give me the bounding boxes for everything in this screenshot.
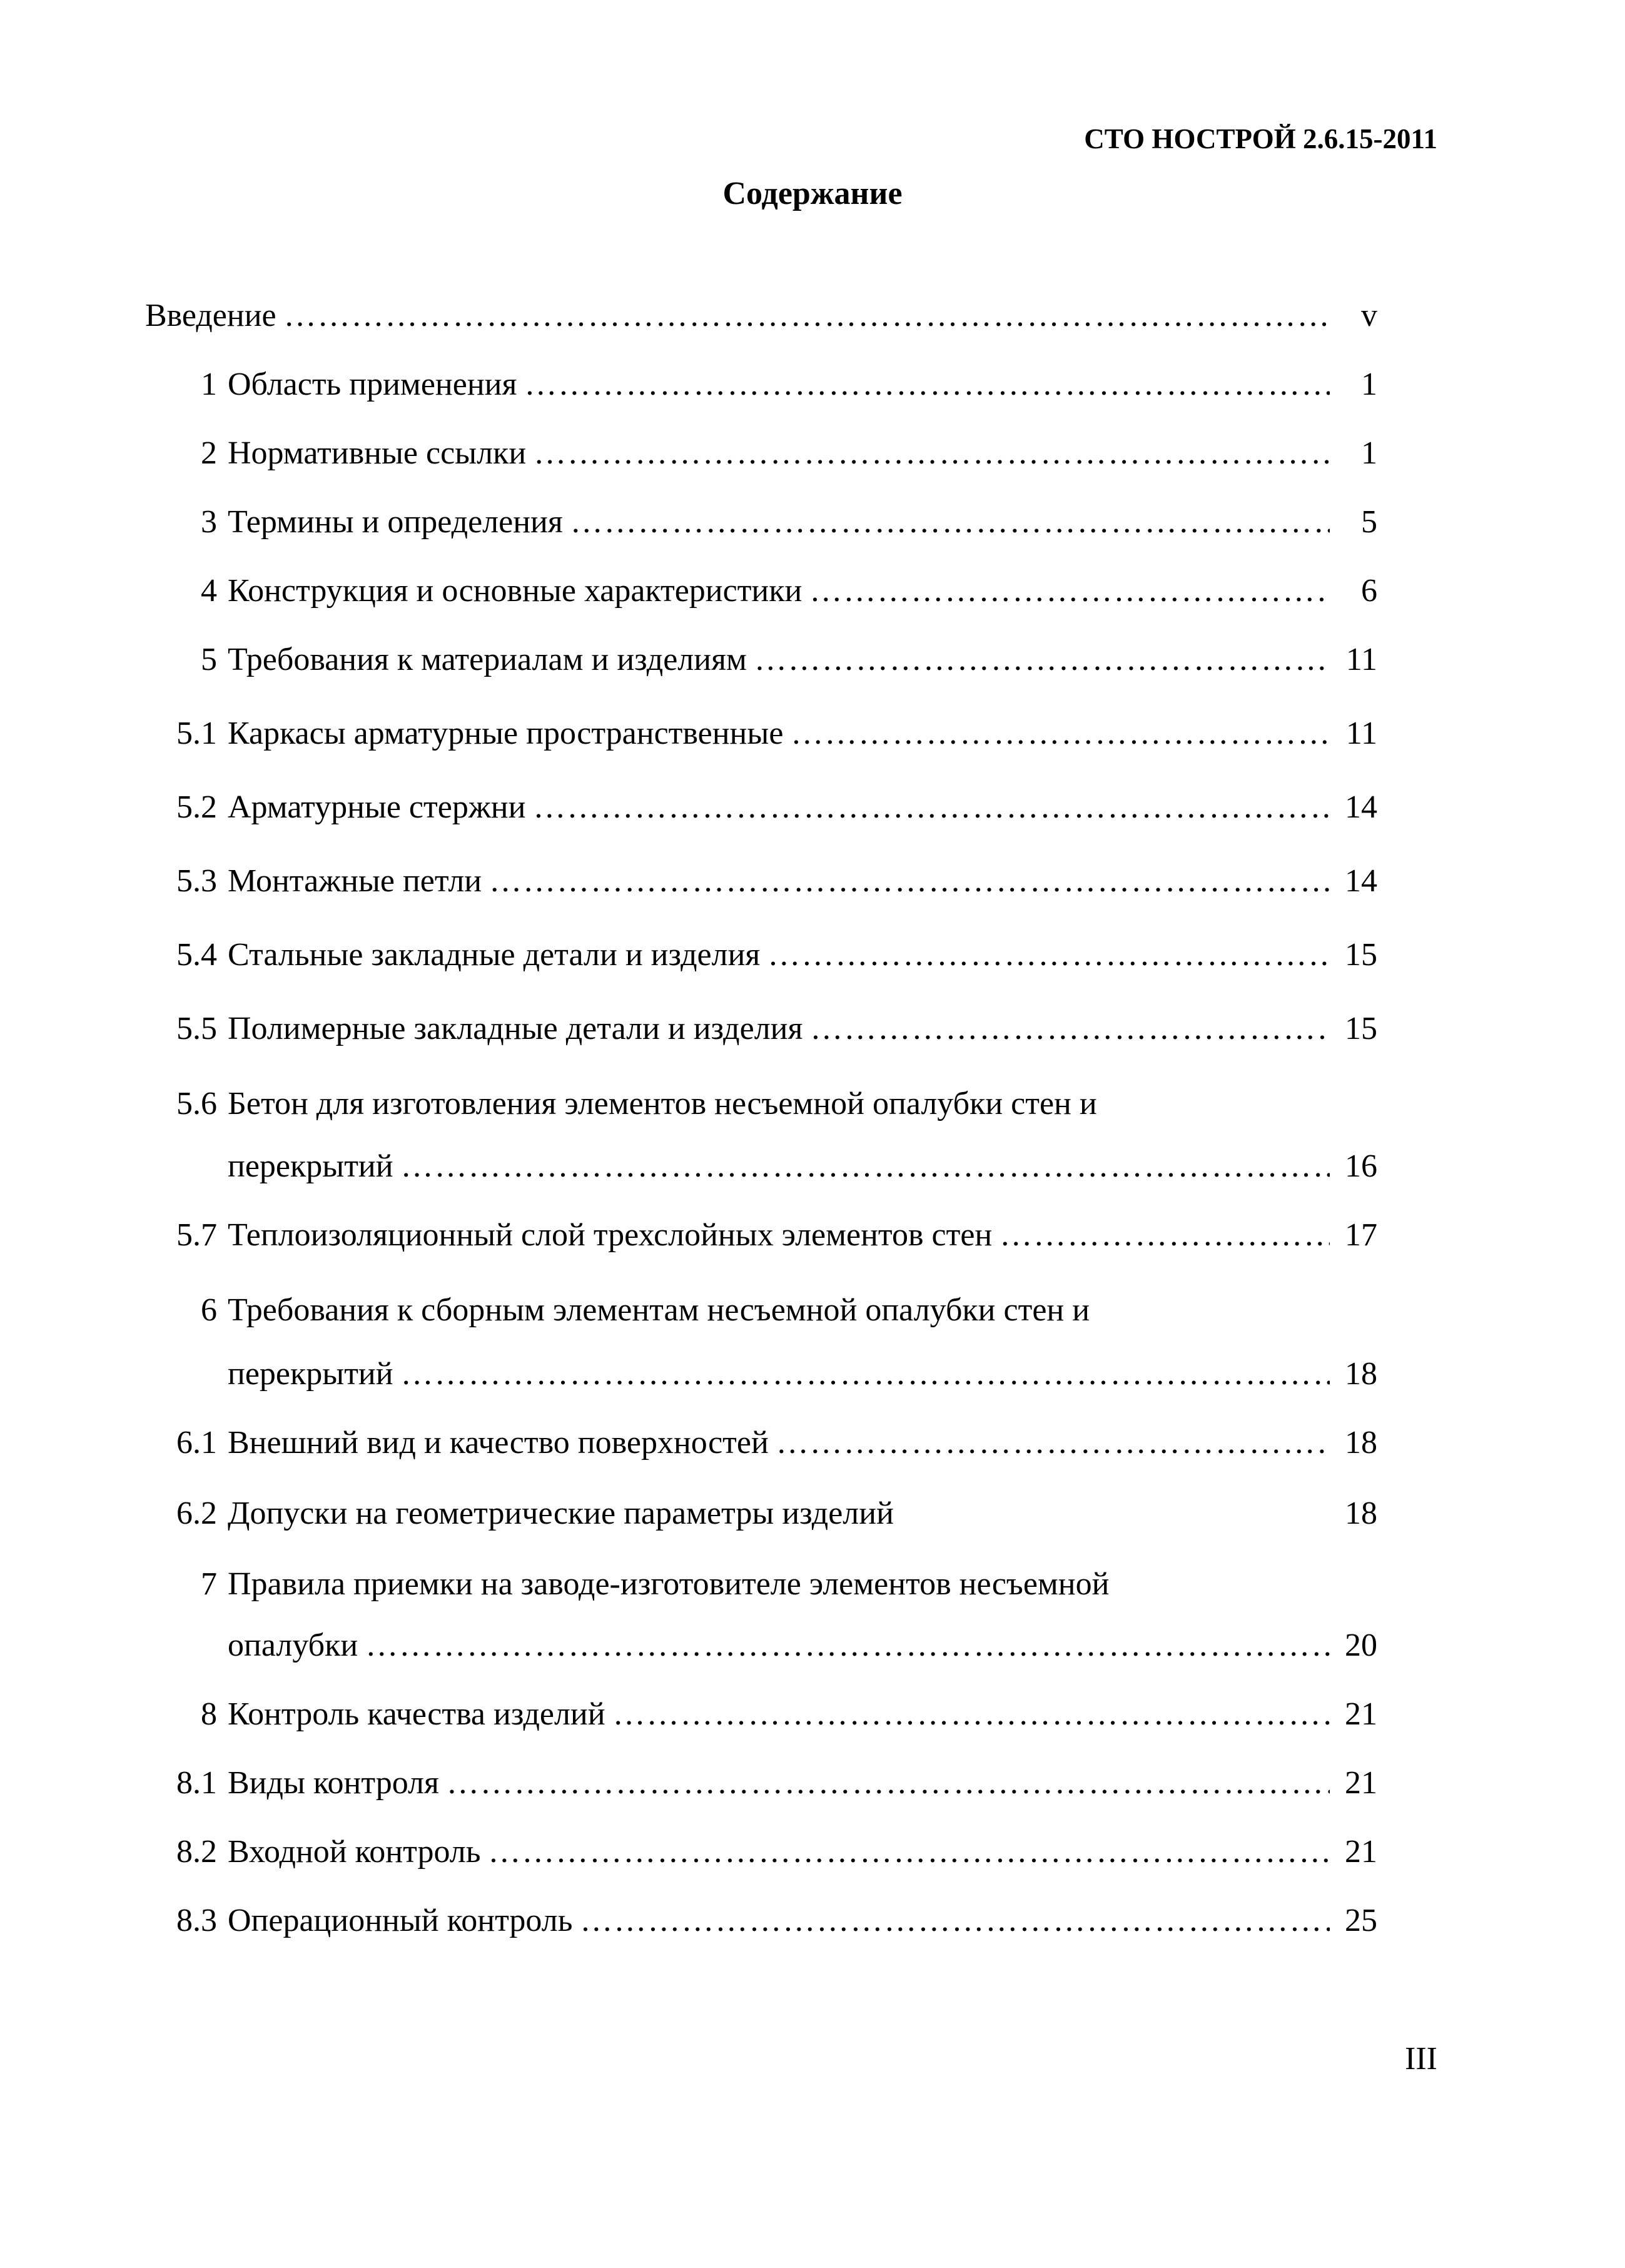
page-number: III [1405,2041,1437,2077]
toc-entry-2[interactable] [145,432,1377,475]
toc-entry-label: Полимерные закладные детали и изделия [228,1011,803,1046]
toc-entry-page: v [1361,298,1377,333]
toc-entry-5-7[interactable] [145,1213,1377,1257]
toc-entry-title [228,1693,1377,1736]
toc-leader-dots [524,363,1330,407]
toc-entry-number: 8 [201,1696,217,1732]
toc-entry-number: 3 [201,504,217,540]
toc-entry-label: Входной контроль [228,1834,481,1870]
toc-entry-page: 16 [1345,1148,1377,1184]
toc-leader-dots [401,1145,1330,1188]
toc-entry-intro[interactable] [145,294,1377,338]
toc-entry-label: Конструкция и основные характеристики [228,573,802,609]
toc-leader-dots [401,1352,1330,1396]
toc-leader-dots [284,294,1330,338]
toc-leader-dots [489,859,1330,903]
toc-entry-page: 11 [1345,642,1377,677]
toc-entry-title [228,432,1377,475]
toc-entry-label: Введение [145,298,276,333]
toc-entry-label: Нормативные ссылки [228,435,527,471]
toc-entry-label: перекрытий [228,1148,393,1184]
toc-entry-label: Арматурные стержни [228,789,526,825]
toc-entry-title [228,786,1377,829]
toc-entry-page: 15 [1345,937,1377,973]
toc-entry-number: 6.1 [176,1425,217,1461]
toc-entry-label: Операционный контроль [228,1903,573,1938]
toc-entry-3[interactable] [145,500,1377,544]
toc-entry-number: 6 [201,1292,217,1328]
toc-entry-number: 5.5 [176,1011,217,1046]
toc-entry-label: Требования к материалам и изделиям [228,642,747,677]
toc-entry-5-2[interactable] [145,786,1377,829]
toc-entry-page: 21 [1345,1696,1377,1732]
toc-entry-title-line1: Правила приемки на заводе-изготовителе элементов несъемной [228,1566,1110,1602]
toc-entry-5[interactable] [145,638,1377,682]
toc-entry-page: 20 [1345,1628,1377,1663]
toc-entry-page: 18 [1345,1496,1377,1531]
toc-entry-page: 1 [1361,367,1377,402]
toc-entry-label: Теплоизоляционный слой трехслойных элементов стен [228,1217,993,1253]
toc-entry-6[interactable] [145,1288,1377,1332]
toc-leader-dots [365,1624,1330,1668]
toc-entry-number: 8.1 [176,1765,217,1801]
toc-entry-label: Допуски на геометрические параметры изделий [228,1496,894,1531]
toc-entry-title [228,1213,1377,1257]
toc-entry-page: 18 [1345,1425,1377,1461]
toc-leader-dots [791,712,1330,756]
toc-entry-page: 17 [1345,1217,1377,1253]
toc-entry-number: 5.7 [176,1217,217,1253]
toc-entry-number: 5 [201,642,217,677]
toc-leader-dots [533,786,1330,829]
toc-entry-5-3[interactable] [145,859,1377,903]
toc-entry-number: 8.3 [176,1903,217,1938]
toc-entry-label: опалубки [228,1628,358,1663]
toc-entry-label: Внешний вид и качество поверхностей [228,1425,769,1461]
toc-entry-page: 25 [1345,1903,1377,1938]
toc-entry-8[interactable] [145,1693,1377,1736]
toc-entry-label: Каркасы арматурные пространственные [228,716,784,751]
toc-entry-label: Контроль качества изделий [228,1696,605,1732]
toc-entry-5-6-continuation[interactable] [145,1145,1377,1188]
toc-entry-page: 14 [1345,863,1377,899]
toc-entry-label: Стальные закладные детали и изделия [228,937,761,973]
toc-entry-page: 21 [1345,1834,1377,1870]
toc-entry-5-5[interactable] [145,1007,1377,1051]
toc-entry-title [228,1624,1377,1668]
toc-entry-7[interactable] [145,1562,1377,1606]
toc-entry-6-2[interactable] [145,1492,1377,1536]
toc-entry-title [228,1007,1377,1051]
toc-entry-title-line1: Требования к сборным элементам несъемной опалубки стен и [228,1292,1090,1328]
toc-entry-title [228,569,1377,613]
toc-leader-dots [767,933,1330,977]
toc-entry-number: 5.6 [176,1086,217,1121]
toc-entry-title [228,1145,1377,1188]
toc-entry-number: 5.1 [176,716,217,751]
toc-leader-dots [1000,1213,1330,1257]
page-title: Содержание [722,176,903,211]
toc-entry-number: 6.2 [176,1496,217,1531]
toc-entry-5-1[interactable] [145,712,1377,756]
toc-leader-dots [447,1761,1330,1805]
toc-entry-number: 5.4 [176,937,217,973]
toc-entry-1[interactable] [145,363,1377,407]
toc-entry-title [228,363,1377,407]
toc-entry-page: 18 [1345,1356,1377,1392]
toc-entry-title [228,638,1377,682]
toc-entry-label: Область применения [228,367,517,402]
toc-leader-dots [534,432,1330,475]
toc-entry-5-4[interactable] [145,933,1377,977]
toc-entry-number: 5.2 [176,789,217,825]
toc-entry-4[interactable] [145,569,1377,613]
toc-entry-page: 21 [1345,1765,1377,1801]
toc-entry-label: Монтажные петли [228,863,482,899]
toc-entry-8-2[interactable] [145,1830,1377,1874]
toc-entry-page: 15 [1345,1011,1377,1046]
toc-leader-dots [754,638,1330,682]
toc-leader-dots [613,1693,1330,1736]
toc-entry-title [228,933,1377,977]
toc-entry-page: 6 [1361,573,1377,609]
toc-entry-title [228,500,1377,544]
toc-entry-title [228,859,1377,903]
toc-entry-number: 2 [201,435,217,471]
toc-entry-title [228,1899,1377,1943]
toc-entry-label: перекрытий [228,1356,393,1392]
toc-entry-number: 5.3 [176,863,217,899]
toc-entry-7-continuation[interactable] [145,1624,1377,1668]
toc-entry-title [228,1761,1377,1805]
toc-entry-title-line1: Бетон для изготовления элементов несъемной опалубки стен и [228,1086,1097,1121]
toc-entry-title [228,1830,1377,1874]
toc-entry-title [228,712,1377,756]
toc-entry-number: 8.2 [176,1834,217,1870]
toc-entry-number: 7 [201,1566,217,1602]
toc-leader-dots [810,1007,1330,1051]
toc-entry-6-1[interactable] [145,1421,1377,1465]
toc-entry-page: 5 [1361,504,1377,540]
toc-entry-number: 1 [201,367,217,402]
toc-entry-title [228,1352,1377,1396]
toc-leader-dots [809,569,1330,613]
toc-entry-page: 11 [1345,716,1377,751]
toc-entry-title [228,1492,1377,1536]
toc-leader-dots [776,1421,1330,1465]
toc-entry-6-continuation[interactable] [145,1352,1377,1396]
toc-leader-dots [488,1830,1330,1874]
toc-entry-8-1[interactable] [145,1761,1377,1805]
toc-entry-5-6[interactable] [145,1082,1377,1126]
toc-entry-title [228,1421,1377,1465]
toc-entry-label: Термины и определения [228,504,563,540]
toc-entry-title [145,294,1377,338]
toc-entry-page: 1 [1361,435,1377,471]
toc-leader-dots [580,1899,1330,1943]
toc-entry-8-3[interactable] [145,1899,1377,1943]
toc-entry-page: 14 [1345,789,1377,825]
document-code: СТО НОСТРОЙ 2.6.15-2011 [1084,123,1437,154]
toc-entry-number: 4 [201,573,217,609]
toc-entry-label: Виды контроля [228,1765,439,1801]
toc-leader-dots [570,500,1330,544]
